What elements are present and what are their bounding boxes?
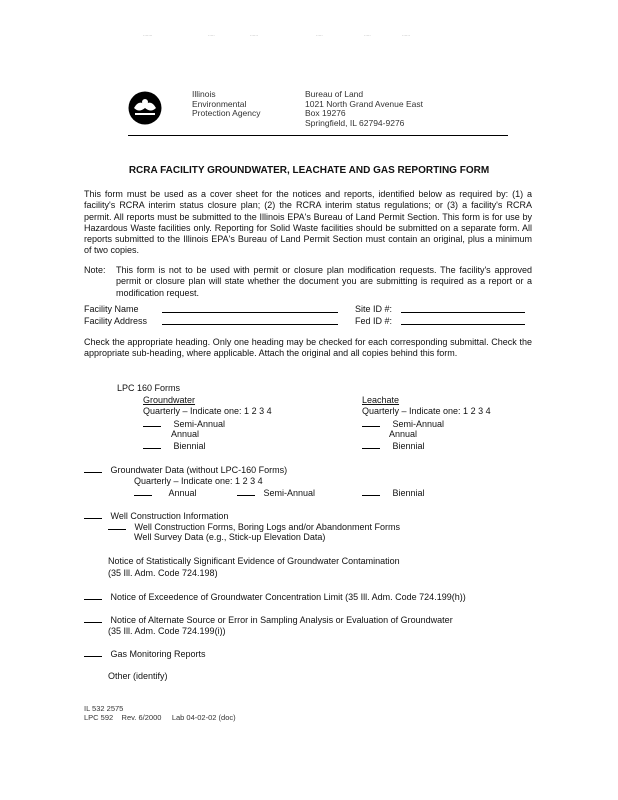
groundwater-data-biennial-row bbox=[362, 487, 425, 499]
groundwater-data-row bbox=[84, 464, 287, 476]
instructions-paragraph: Check the appropriate heading. Only one heading may be checked for each corresponding submittal. Check the appropriate sub-heading, where applicable. Attach the original and all copies behind this form. bbox=[84, 337, 532, 359]
footer-line1: IL 532 2575 bbox=[84, 704, 124, 713]
notice-alternate-row bbox=[84, 614, 453, 626]
site-id-label: Site ID #: bbox=[355, 304, 393, 314]
top-mark: ······· bbox=[143, 33, 153, 38]
well-forms-label: Well Construction Forms, Boring Logs and/or Abandonment Forms bbox=[134, 522, 400, 532]
gas-monitoring-checkbox[interactable] bbox=[84, 648, 102, 657]
groundwater-data-semi-annual-label: Semi-Annual bbox=[263, 488, 316, 498]
top-mark: ····· bbox=[316, 33, 323, 38]
address-line: 1021 North Grand Avenue East bbox=[305, 98, 423, 109]
groundwater-data-semi-annual-row bbox=[237, 487, 315, 499]
fed-id-input[interactable] bbox=[401, 324, 525, 325]
notice-significant-line2: (35 Ill. Adm. Code 724.198) bbox=[108, 568, 218, 578]
note-text: This form is not to be used with permit or closure plan modification requests. The facility's approved permit or closure plan will state whether the document you are submitting is required as a report or a modification request. bbox=[116, 265, 532, 298]
gas-monitoring-label: Gas Monitoring Reports bbox=[110, 649, 206, 659]
form-title: RCRA FACILITY GROUNDWATER, LEACHATE AND GAS REPORTING FORM bbox=[128, 165, 490, 176]
agency-name-line: Protection Agency bbox=[192, 108, 261, 118]
groundwater-semi-annual-checkbox[interactable] bbox=[143, 418, 161, 427]
groundwater-data-annual-label: Annual bbox=[168, 488, 197, 498]
note-label: Note: bbox=[84, 265, 106, 275]
site-id-input[interactable] bbox=[401, 312, 525, 313]
fed-id-label: Fed ID #: bbox=[355, 316, 393, 326]
facility-name-label: Facility Name bbox=[84, 304, 139, 314]
leachate-semi-annual-checkbox[interactable] bbox=[362, 418, 380, 427]
groundwater-data-biennial-label: Biennial bbox=[392, 488, 425, 498]
groundwater-data-semi-annual-checkbox[interactable] bbox=[237, 487, 255, 496]
groundwater-quarterly: Quarterly – Indicate one: 1 2 3 4 bbox=[143, 406, 272, 416]
notice-alternate-line2: (35 Ill. Adm. Code 724.199(i)) bbox=[108, 626, 226, 636]
leachate-annual-label: Annual bbox=[389, 429, 418, 439]
gas-monitoring-row bbox=[84, 648, 206, 660]
leachate-biennial-checkbox[interactable] bbox=[362, 440, 380, 449]
notice-exceedence-label: Notice of Exceedence of Groundwater Concentration Limit (35 Ill. Adm. Code 724.199(h)) bbox=[110, 592, 466, 602]
leachate-heading: Leachate bbox=[362, 395, 400, 405]
leachate-biennial-label: Biennial bbox=[392, 441, 425, 451]
well-survey-label: Well Survey Data (e.g., Stick-up Elevation Data) bbox=[134, 532, 326, 542]
top-mark: ····· bbox=[208, 33, 215, 38]
groundwater-biennial-label: Biennial bbox=[173, 441, 206, 451]
leachate-biennial-row bbox=[362, 440, 425, 452]
address-line: Bureau of Land bbox=[305, 89, 364, 99]
groundwater-biennial-checkbox[interactable] bbox=[143, 440, 161, 449]
groundwater-data-quarterly: Quarterly – Indicate one: 1 2 3 4 bbox=[134, 476, 263, 486]
leachate-quarterly: Quarterly – Indicate one: 1 2 3 4 bbox=[362, 406, 491, 416]
well-construction-checkbox[interactable] bbox=[84, 510, 102, 519]
groundwater-biennial-row bbox=[143, 440, 206, 452]
groundwater-data-biennial-checkbox[interactable] bbox=[362, 487, 380, 496]
groundwater-semi-annual-label: Semi-Annual bbox=[173, 419, 226, 429]
top-mark: ····· bbox=[364, 33, 371, 38]
notice-significant-line1: Notice of Statistically Significant Evidence of Groundwater Contamination bbox=[108, 556, 400, 566]
leachate-semi-annual-label: Semi-Annual bbox=[392, 419, 445, 429]
notice-exceedence-checkbox[interactable] bbox=[84, 591, 102, 600]
agency-name-line: Illinois bbox=[192, 89, 216, 99]
top-mark: ······ bbox=[250, 33, 258, 38]
groundwater-data-annual-checkbox[interactable] bbox=[134, 487, 152, 496]
well-construction-label: Well Construction Information bbox=[110, 511, 229, 521]
notice-alternate-checkbox[interactable] bbox=[84, 614, 102, 623]
groundwater-heading: Groundwater bbox=[143, 395, 196, 405]
lpc160-heading: LPC 160 Forms bbox=[117, 383, 181, 393]
agency-address bbox=[305, 90, 423, 128]
footer-line2: LPC 592 Rev. 6/2000 Lab 04-02-02 (doc) bbox=[84, 713, 236, 722]
well-forms-checkbox[interactable] bbox=[108, 521, 126, 530]
agency-name bbox=[192, 90, 261, 119]
address-line: Box 19276 bbox=[305, 108, 346, 118]
groundwater-data-annual-row bbox=[134, 487, 197, 499]
facility-address-input[interactable] bbox=[162, 324, 338, 325]
facility-name-input[interactable] bbox=[162, 312, 338, 313]
intro-paragraph: This form must be used as a cover sheet for the notices and reports, identified below as required by: (1) a facility's RCRA interim status closure plan; (2) the RCRA interim status regulations; or (3) a facility's RCRA permit. All reports must be submitted to the Illinois EPA's Bureau of Land Permit Section. This form is for use by Hazardous Waste facilities only. Reporting for Solid Waste facilities should be submitted on a separate form. All reports submitted to the Illinois EPA's Bureau of Land Permit Section must contain an original, plus a minimum of two copies. bbox=[84, 189, 532, 256]
groundwater-data-label: Groundwater Data (without LPC-160 Forms) bbox=[110, 465, 288, 475]
header-divider bbox=[128, 135, 508, 136]
epa-logo-icon bbox=[128, 91, 162, 125]
facility-address-label: Facility Address bbox=[84, 316, 148, 326]
notice-alternate-line1: Notice of Alternate Source or Error in Sampling Analysis or Evaluation of Groundwater bbox=[110, 615, 453, 625]
agency-name-line: Environmental bbox=[192, 98, 247, 109]
groundwater-data-checkbox[interactable] bbox=[84, 464, 102, 473]
other-label: Other (identify) bbox=[108, 671, 168, 681]
notice-exceedence-row bbox=[84, 591, 466, 603]
address-line: Springfield, IL 62794-9276 bbox=[305, 117, 405, 128]
top-mark: ······ bbox=[402, 33, 410, 38]
groundwater-annual-label: Annual bbox=[171, 429, 200, 439]
